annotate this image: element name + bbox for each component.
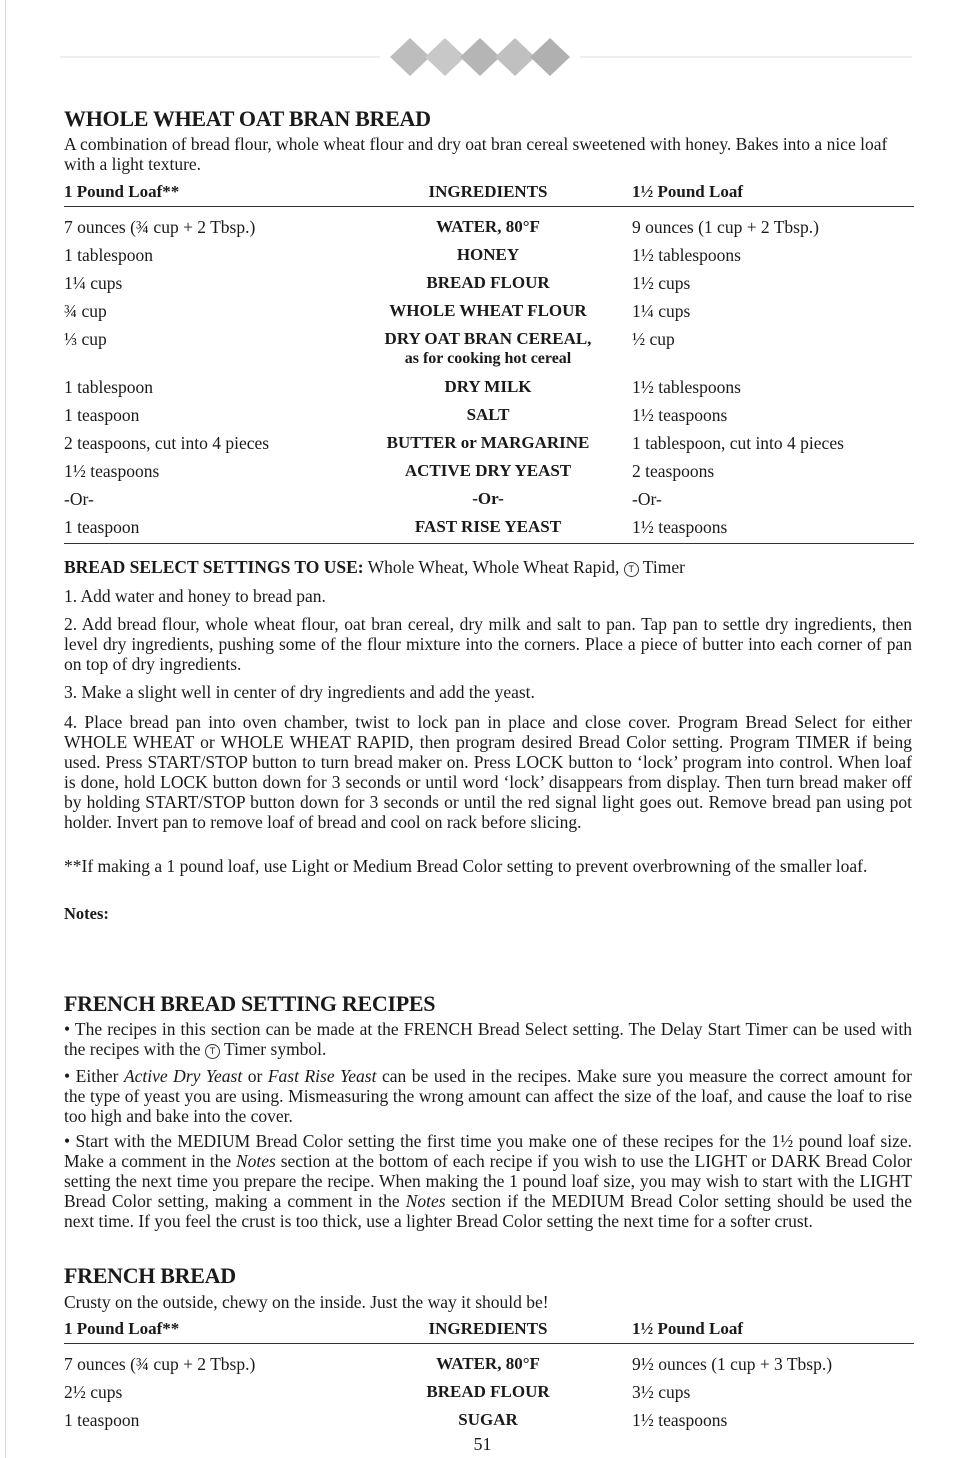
- bullet-text: or: [242, 1066, 268, 1086]
- header-one-pound: 1 Pound Loaf**: [64, 1319, 180, 1338]
- french-settings-bullet-2: [64, 1066, 912, 1126]
- large-loaf-amount: 1¼ cups: [632, 301, 691, 321]
- ingredient-name: SALT: [466, 405, 510, 424]
- small-loaf-amount: 1 tablespoon: [64, 245, 153, 265]
- large-loaf-amount: 3½ cups: [632, 1382, 691, 1402]
- small-loaf-amount: ¾ cup: [64, 301, 107, 321]
- large-loaf-amount: 9½ ounces (1 cup + 3 Tbsp.): [632, 1354, 833, 1374]
- bullet-text: • Start with the MEDIUM Bread Color setting the first time you make one of these recipes for the 1½ pound loaf size. Make a comment in the: [64, 1131, 912, 1171]
- table-row: [64, 427, 914, 455]
- table-row: [64, 455, 914, 483]
- small-loaf-amount: 1 teaspoon: [64, 1410, 140, 1430]
- french-settings-bullet-3: [64, 1131, 912, 1231]
- notes-ref: Notes: [235, 1151, 276, 1171]
- bread-select-settings: [64, 557, 912, 577]
- bullet-text: section at the bottom of each recipe if you wish to use the LIGHT or DARK Bread Color setting the next time you prepare the recipe. When making the 1 pound loaf size, you may wish to start with the LIGHT Bread Color setting, making a comment in the: [64, 1151, 912, 1211]
- timer-word: Timer: [638, 557, 685, 577]
- ingredient-name: HONEY: [456, 245, 520, 264]
- large-loaf-amount: 1 tablespoon, cut into 4 pieces: [632, 433, 844, 453]
- step-2: 2. Add bread flour, whole wheat flour, oat bran cereal, dry milk and salt to pan. Tap pan to settle dry ingredients, then level dry ingredients, pushing some of the flour mixture into the corners. Place a piece of butter into each corner of pan on top of dry ingredients.: [64, 614, 912, 674]
- table-header: [64, 180, 914, 207]
- ingredients-table-french: [64, 1317, 914, 1432]
- step-1: 1. Add water and honey to bread pan.: [64, 586, 326, 606]
- large-loaf-amount: 1½ teaspoons: [632, 1410, 728, 1430]
- bullet-text: • The recipes in this section can be made at the FRENCH Bread Select setting. The Delay Start Timer can be used with the recipes with the: [64, 1019, 912, 1059]
- small-loaf-amount: -Or-: [64, 489, 94, 509]
- recipe-title-french-bread: FRENCH BREAD: [64, 1263, 236, 1288]
- ingredient-name: SUGAR: [458, 1410, 518, 1429]
- footnote: **If making a 1 pound loaf, use Light or Medium Bread Color setting to prevent overbrowning of the smaller loaf.: [64, 856, 868, 876]
- header-one-pound: 1 Pound Loaf**: [64, 182, 180, 201]
- timer-icon: T: [205, 1044, 220, 1059]
- ingredient-name: BUTTER or MARGARINE: [386, 433, 590, 452]
- ingredient-main: DRY OAT BRAN CEREAL,: [384, 329, 592, 348]
- large-loaf-amount: 1½ cups: [632, 273, 691, 293]
- settings-label: BREAD SELECT SETTINGS TO USE:: [64, 557, 364, 577]
- small-loaf-amount: 1½ teaspoons: [64, 461, 160, 481]
- page-edge-line: [5, 0, 6, 1458]
- table-row: [64, 1404, 914, 1432]
- header-ingredients: INGREDIENTS: [428, 182, 548, 201]
- ingredients-table-whole-wheat: [64, 180, 914, 544]
- large-loaf-amount: 1½ teaspoons: [632, 517, 728, 537]
- bullet-text: • Either: [64, 1066, 124, 1086]
- table-row: [64, 239, 914, 267]
- recipe-description: Crusty on the outside, chewy on the inside. Just the way it should be!: [64, 1292, 549, 1312]
- small-loaf-amount: 1 tablespoon: [64, 377, 153, 397]
- yeast-type: Active Dry Yeast: [123, 1066, 243, 1086]
- table-header: [64, 1317, 914, 1344]
- header-ingredients: INGREDIENTS: [428, 1319, 548, 1338]
- page-number: 51: [473, 1434, 492, 1454]
- bullet-text: section if the MEDIUM Bread Color setting should be used the next time. If you feel the crust is too thick, use a lighter Bread Color setting the next time for a softer crust.: [64, 1191, 912, 1231]
- step-4: 4. Place bread pan into oven chamber, twist to lock pan in place and close cover. Program Bread Select for either WHOLE WHEAT or WHOLE WHEAT RAPID, then program desired Bread Color setting. Program TIMER if being used. Press START/STOP button to turn bread maker on. Press LOCK button to ‘lock’ program into control. When loaf is done, hold LOCK button down for 3 seconds or until word ‘lock’ disappears from display. Then turn bread maker off by holding START/STOP button down for 3 seconds or until the red signal light goes out. Remove bread pan using pot holder. Invert pan to remove loaf of bread and cool on rack before slicing.: [64, 712, 912, 832]
- section-title-french-settings: FRENCH BREAD SETTING RECIPES: [64, 991, 436, 1016]
- small-loaf-amount: 1¼ cups: [64, 273, 123, 293]
- small-loaf-amount: 7 ounces (¾ cup + 2 Tbsp.): [64, 1354, 256, 1374]
- table-row: [64, 483, 914, 511]
- large-loaf-amount: 1½ tablespoons: [632, 377, 741, 397]
- ingredient-name: BREAD FLOUR: [426, 1382, 550, 1401]
- table-row: [64, 371, 914, 399]
- large-loaf-amount: 9 ounces (1 cup + 2 Tbsp.): [632, 217, 819, 237]
- header-one-half-pound: 1½ Pound Loaf: [632, 182, 743, 201]
- table-bottom-rule: [64, 543, 914, 544]
- ingredient-name: -Or-: [472, 489, 504, 508]
- small-loaf-amount: 7 ounces (¾ cup + 2 Tbsp.): [64, 217, 256, 237]
- table-row: [64, 295, 914, 323]
- large-loaf-amount: 1½ tablespoons: [632, 245, 741, 265]
- notes-label: Notes:: [64, 904, 109, 923]
- timer-icon: T: [624, 562, 639, 577]
- large-loaf-amount: ½ cup: [632, 329, 675, 349]
- step-3: 3. Make a slight well in center of dry ingredients and add the yeast.: [64, 682, 535, 702]
- bullet-text: can be used in the recipes. Make sure you measure the correct amount for the type of yeast you are using. Mismeasuring the wrong amount can affect the size of the loaf, and cause the loaf to rise too high and bake into the cover.: [64, 1066, 912, 1126]
- large-loaf-amount: 1½ teaspoons: [632, 405, 728, 425]
- bullet-text: Timer symbol.: [219, 1039, 327, 1059]
- ingredient-name: [354, 329, 622, 369]
- ingredient-name: WATER, 80°F: [436, 217, 540, 236]
- large-loaf-amount: -Or-: [632, 489, 662, 509]
- ingredient-name: ACTIVE DRY YEAST: [404, 461, 572, 480]
- small-loaf-amount: 2½ cups: [64, 1382, 123, 1402]
- ingredient-name: DRY MILK: [444, 377, 532, 396]
- large-loaf-amount: 2 teaspoons: [632, 461, 715, 481]
- table-row: [64, 1348, 914, 1376]
- notes-ref: Notes: [405, 1191, 446, 1211]
- ingredient-note: as for cooking hot cereal: [404, 350, 572, 367]
- ingredient-name: BREAD FLOUR: [426, 273, 550, 292]
- header-one-half-pound: 1½ Pound Loaf: [632, 1319, 743, 1338]
- diamond-ornament: [60, 34, 912, 80]
- table-row: [64, 1376, 914, 1404]
- small-loaf-amount: 1 teaspoon: [64, 517, 140, 537]
- settings-value: Whole Wheat, Whole Wheat Rapid,: [363, 557, 624, 577]
- small-loaf-amount: ⅓ cup: [64, 329, 107, 349]
- recipe-description: A combination of bread flour, whole wheat flour and dry oat bran cereal sweetened with honey. Bakes into a nice loaf with a light texture.: [64, 134, 888, 174]
- recipe-title-whole-wheat: WHOLE WHEAT OAT BRAN BREAD: [64, 106, 431, 131]
- table-row: [64, 267, 914, 295]
- table-row: [64, 211, 914, 239]
- yeast-type: Fast Rise Yeast: [267, 1066, 377, 1086]
- small-loaf-amount: 2 teaspoons, cut into 4 pieces: [64, 433, 270, 453]
- table-row: [64, 511, 914, 539]
- table-row: [64, 399, 914, 427]
- small-loaf-amount: 1 teaspoon: [64, 405, 140, 425]
- ingredient-name: WHOLE WHEAT FLOUR: [389, 301, 587, 320]
- ingredient-name: WATER, 80°F: [436, 1354, 540, 1373]
- french-settings-bullet-1: [64, 1019, 912, 1059]
- ingredient-name: FAST RISE YEAST: [414, 517, 562, 536]
- table-row: [64, 323, 914, 371]
